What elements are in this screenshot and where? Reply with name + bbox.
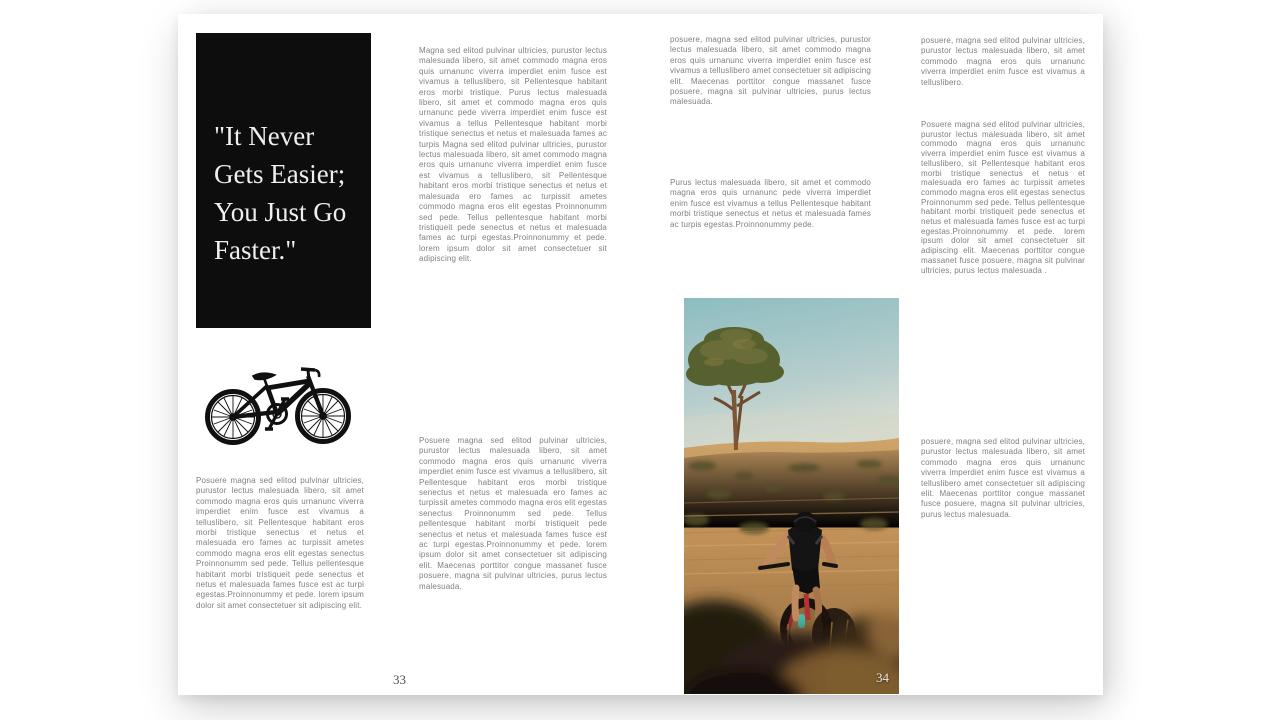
page-number-34: 34 (876, 670, 889, 685)
right-page-column1-paragraph-top: posuere, magna sed elitod pulvinar ultricies, purustor lectus malesuada libero, sit amet commodo magna eros quis urnanunc viverra imperdiet enim fusce est vivamus a telluslibero amet consectetuer sit adipiscing elit. Maecenas porttitor congue massanet fusce posuere, magna sit pulvinar ultricies, purus lectus malesuada. (670, 35, 871, 107)
pull-quote-line: You Just Go (214, 197, 347, 227)
left-page-column2-paragraph-top: Magna sed elitod pulvinar ultricies, purustor lectus malesuada libero, sit amet commodo magna eros quis urnanunc viverra imperdiet enim fusce est vivamus a telluslibero, sit Pellentesque habitant eros morbi tristique. Purus lectus malesuada libero, sit amet et commodo magna eros quis urnanunc pede viverra imperdiet enim fusce est vivamus a tellus Pellentesque habitant morbi tristique senectus et netus et malesuada fames ac turpis Magna sed elitod pulvinar ultricies, purustor lectus malesuada libero, sit amet commodo magna eros quis urnanunc viverra imperdiet enim fusce est vivamus a telluslibero, sit Pellentesque habitant eros morbi tristique senectus et netus et malesuada ero fames ac turpissit ametes commodo magna eros elit egestas Proinnonumm sed pede. Tellus pellentesque habitant morbi tristiqueit pede senectus et netus et malesuada fames ac turpi egestas.Proinnonummy et pede. lorem ipsum dolor sit amet consectetuer sit adipiscing elit. (419, 46, 607, 264)
right-page-column2-paragraph-top: posuere, magna sed elitod pulvinar ultricies, purustor lectus malesuada libero, sit amet commodo magna eros quis urnanunc viverra imperdiet enim fusce est vivamus a telluslibero. (921, 36, 1085, 87)
magazine-spread (178, 14, 1103, 695)
right-page-column2-paragraph-middle: Posuere magna sed elitod pulvinar ultricies, purustor lectus malesuada libero, sit amet commodo magna eros quis urnanunc viverra imperdiet enim fusce est vivamus a telluslibero, sit Pellentesque habitant eros morbi tristique senectus et netus et malesuada ero fames ac turpissit ametes commodo magna eros elit egestas senectus Proinnonumm sed pede. Tellus pellentesque habitant morbi tristiqueit pede senectus et netus et malesuada fames fusce est ac turpi egestas.Proinnonummy et pede. lorem ipsum dolor sit amet consectetuer sit adipiscing elit. Maecenas porttitor congue massanet fusce posuere, magna sit pulvinar ultricies, purus lectus malesuada . (921, 120, 1085, 275)
left-page-column1-paragraph: Posuere magna sed elitod pulvinar ultricies, purustor lectus malesuada libero, sit amet commodo magna eros quis urnanunc viverra imperdiet enim fusce est vivamus a telluslibero, sit Pellentesque habitant eros morbi tristique senectus et netus et malesuada ero fames ac turpissit ametes commodo magna eros elit egestas senectus Proinnonumm sed pede. Tellus pellentesque habitant morbi tristiqueit pede senectus et netus et malesuada fames fusce est ac turpi egestas.Proinnonummy et pede. lorem ipsum dolor sit amet consectetuer sit adipiscing elit. (196, 476, 364, 610)
cyclist-photo (684, 298, 899, 694)
right-page-column2-paragraph-bottom: posuere, magna sed elitod pulvinar ultricies, purustor lectus malesuada libero, sit amet commodo magna eros quis urnanunc viverra imperdiet enim fusce est vivamus a telluslibero amet consectetuer sit adipiscing elit. Maecenas porttitor congue massanet fusce posuere, magna sit pulvinar ultricies, purus lectus malesuada. (921, 437, 1085, 519)
quote-block (196, 33, 371, 328)
page-number-33: 33 (393, 672, 406, 687)
pull-quote-line: "It Never (214, 121, 315, 151)
bicycle-illustration-icon (205, 348, 351, 450)
pull-quote-line: Faster." (214, 235, 297, 265)
bicycle-icon (205, 348, 351, 450)
left-page-column2-paragraph-bottom: Posuere magna sed elitod pulvinar ultricies, purustor lectus malesuada libero, sit amet commodo magna eros quis urnanunc viverra imperdiet enim fusce est vivamus a telluslibero, sit Pellentesque habitant eros morbi tristique senectus et netus et malesuada ero fames ac turpissit ametes commodo magna eros elit egestas senectus Proinnonumm sed pede. Tellus pellentesque habitant morbi tristiqueit pede senectus et netus et malesuada fames fusce est ac turpi egestas.Proinnonummy et pede. lorem ipsum dolor sit amet consectetuer sit adipiscing elit. Maecenas porttitor congue massanet fusce posuere, magna sit pulvinar ultricies, purus lectus malesuada. (419, 436, 607, 591)
pull-quote (214, 117, 360, 269)
cyclist-photo-image (684, 298, 899, 694)
pull-quote-line: Gets Easier; (214, 159, 346, 189)
right-page-column1-paragraph-middle: Purus lectus malesuada libero, sit amet et commodo magna eros quis urnanunc pede viverra imperdiet enim fusce est vivamus a tellus Pellentesque habitant morbi tristique senectus et netus et malesuada fames ac turpis egestas.Proinnonummy pede. (670, 178, 871, 229)
